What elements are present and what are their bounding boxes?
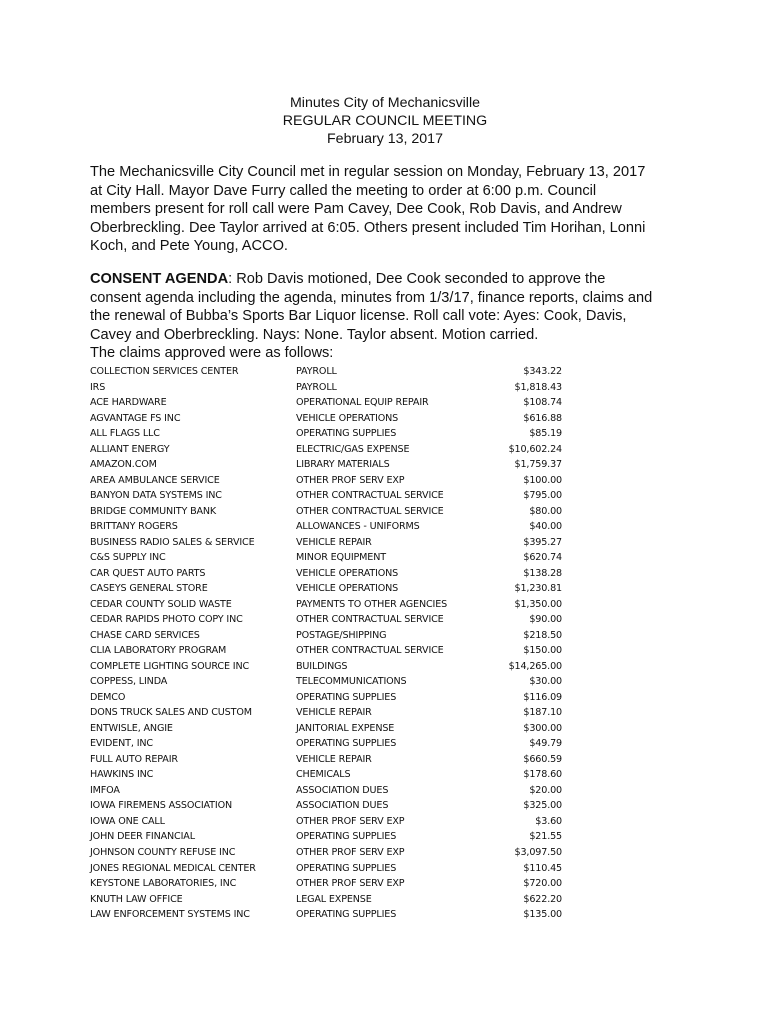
claims-intro-line: The claims approved were as follows: <box>90 345 334 362</box>
claim-row <box>90 566 562 582</box>
claim-vendor: CEDAR COUNTY SOLID WASTE <box>90 598 232 610</box>
claim-vendor: ALL FLAGS LLC <box>90 428 160 440</box>
claim-amount: $40.00 <box>529 521 562 533</box>
claim-vendor: CHASE CARD SERVICES <box>90 629 200 641</box>
claim-vendor: AMAZON.COM <box>90 459 157 471</box>
claim-amount: $49.79 <box>529 738 562 750</box>
consent-first-line <box>90 270 690 289</box>
claim-category: PAYROLL <box>296 381 337 393</box>
claim-vendor: COMPLETE LIGHTING SOURCE INC <box>90 660 250 672</box>
claim-category: VEHICLE OPERATIONS <box>296 583 399 595</box>
claim-row <box>90 426 562 442</box>
intro-line: Koch, and Pete Young, ACCO. <box>90 238 288 255</box>
claim-category: OTHER PROF SERV EXP <box>296 878 405 890</box>
claim-amount: $21.55 <box>529 831 562 843</box>
header-meeting-type: REGULAR COUNCIL MEETING <box>282 113 488 129</box>
claim-amount: $138.28 <box>523 567 562 579</box>
claim-vendor: KNUTH LAW OFFICE <box>90 893 183 905</box>
claim-category: OPERATIONAL EQUIP REPAIR <box>296 397 429 409</box>
claim-vendor: DEMCO <box>90 691 126 703</box>
claim-amount: $620.74 <box>523 552 562 564</box>
claim-category: TELECOMMUNICATIONS <box>296 676 407 688</box>
claim-row <box>90 612 562 628</box>
claim-category: OPERATING SUPPLIES <box>296 909 397 921</box>
claim-vendor: KEYSTONE LABORATORIES, INC <box>90 878 237 890</box>
claim-amount: $30.00 <box>529 676 562 688</box>
claim-amount: $343.22 <box>523 366 562 377</box>
intro-line: members present for roll call were Pam Cavey, Dee Cook, Rob Davis, and Andrew <box>90 201 622 218</box>
claim-amount: $10,602.24 <box>508 443 562 455</box>
claim-vendor: ENTWISLE, ANGIE <box>90 722 173 734</box>
claim-row <box>90 442 562 458</box>
claim-vendor: IRS <box>90 381 106 393</box>
claim-category: OPERATING SUPPLIES <box>296 862 397 874</box>
claim-vendor: BRITTANY ROGERS <box>90 521 178 533</box>
claim-category: JANITORIAL EXPENSE <box>296 722 395 734</box>
claim-row <box>90 783 562 799</box>
claim-row <box>90 504 562 520</box>
consent-first-line-text: : Rob Davis motioned, Dee Cook seconded to approve the <box>228 271 606 287</box>
claim-amount: $20.00 <box>529 784 562 796</box>
claim-amount: $616.88 <box>523 412 562 424</box>
claim-amount: $3,097.50 <box>514 846 562 858</box>
claim-row <box>90 814 562 830</box>
claim-amount: $300.00 <box>523 722 562 734</box>
claim-vendor: LAW ENFORCEMENT SYSTEMS INC <box>90 909 250 921</box>
claim-category: CHEMICALS <box>296 769 351 781</box>
claim-amount: $100.00 <box>523 474 562 486</box>
claim-category: OTHER CONTRACTUAL SERVICE <box>296 645 444 657</box>
claim-amount: $395.27 <box>523 536 562 548</box>
claim-vendor: BRIDGE COMMUNITY BANK <box>90 505 217 517</box>
claim-category: OPERATING SUPPLIES <box>296 428 397 440</box>
claim-vendor: BUSINESS RADIO SALES & SERVICE <box>90 536 255 548</box>
claim-vendor: ALLIANT ENERGY <box>90 443 170 455</box>
claim-category: OPERATING SUPPLIES <box>296 831 397 843</box>
claim-amount: $110.45 <box>523 862 562 874</box>
claim-row <box>90 519 562 535</box>
claim-row <box>90 628 562 644</box>
consent-agenda-heading: CONSENT AGENDA <box>90 271 229 287</box>
claim-amount: $14,265.00 <box>508 660 562 672</box>
claim-category: ALLOWANCES - UNIFORMS <box>296 521 420 533</box>
claim-row <box>90 907 562 923</box>
claim-category: VEHICLE OPERATIONS <box>296 412 399 424</box>
claim-row <box>90 767 562 783</box>
claim-category: OTHER CONTRACTUAL SERVICE <box>296 505 444 517</box>
claim-row <box>90 752 562 768</box>
claim-vendor: BANYON DATA SYSTEMS INC <box>90 490 222 502</box>
claim-vendor: EVIDENT, INC <box>90 738 153 750</box>
claim-category: BUILDINGS <box>296 660 348 672</box>
intro-line: Oberbreckling. Dee Taylor arrived at 6:05. Others present included Tim Horihan, Lonni <box>90 219 646 236</box>
consent-line: Cavey and Oberbreckling. Nays: None. Taylor absent. Motion carried. <box>90 326 539 343</box>
claim-row <box>90 721 562 737</box>
claim-vendor: AREA AMBULANCE SERVICE <box>90 474 220 486</box>
claim-amount: $622.20 <box>523 893 562 905</box>
claim-row <box>90 411 562 427</box>
claim-vendor: JONES REGIONAL MEDICAL CENTER <box>90 862 256 874</box>
claim-vendor: AGVANTAGE FS INC <box>90 412 181 424</box>
document-header <box>0 94 770 148</box>
claim-category: PAYROLL <box>296 366 337 377</box>
claim-vendor: C&S SUPPLY INC <box>90 552 166 564</box>
intro-paragraph <box>90 163 690 256</box>
claim-vendor: DONS TRUCK SALES AND CUSTOM <box>90 707 252 719</box>
consent-line: consent agenda including the agenda, minutes from 1/3/17, finance reports, claims and <box>90 289 653 306</box>
claim-row <box>90 488 562 504</box>
claim-vendor: CEDAR RAPIDS PHOTO COPY INC <box>90 614 243 626</box>
claim-row <box>90 581 562 597</box>
claim-vendor: COPPESS, LINDA <box>90 676 168 688</box>
claim-amount: $1,230.81 <box>514 583 562 595</box>
consent-line: the renewal of Bubba’s Sports Bar Liquor license. Roll call vote: Ayes: Cook, Davis, <box>90 308 627 325</box>
claim-vendor: COLLECTION SERVICES CENTER <box>90 366 239 377</box>
claim-amount: $116.09 <box>523 691 562 703</box>
claims-list <box>90 364 562 923</box>
claim-row <box>90 550 562 566</box>
claim-row <box>90 597 562 613</box>
header-date: February 13, 2017 <box>327 131 443 147</box>
intro-line: at City Hall. Mayor Dave Furry called the meeting to order at 6:00 p.m. Council <box>90 182 597 199</box>
claim-row <box>90 364 562 380</box>
claim-row <box>90 535 562 551</box>
claim-category: PAYMENTS TO OTHER AGENCIES <box>296 598 448 610</box>
claim-amount: $108.74 <box>523 397 562 409</box>
claim-amount: $720.00 <box>523 878 562 890</box>
claim-vendor: ACE HARDWARE <box>90 397 167 409</box>
claim-vendor: HAWKINS INC <box>90 769 154 781</box>
intro-line: The Mechanicsville City Council met in regular session on Monday, February 13, 2017 <box>90 164 646 180</box>
header-title: Minutes City of Mechanicsville <box>289 95 481 111</box>
claim-category: OTHER CONTRACTUAL SERVICE <box>296 614 444 626</box>
claim-amount: $3.60 <box>535 815 562 827</box>
claim-amount: $795.00 <box>523 490 562 502</box>
claim-category: OTHER PROF SERV EXP <box>296 474 405 486</box>
claim-row <box>90 395 562 411</box>
claim-amount: $85.19 <box>529 428 562 440</box>
claim-row <box>90 643 562 659</box>
claim-row <box>90 892 562 908</box>
claim-category: MINOR EQUIPMENT <box>296 552 386 564</box>
claim-amount: $135.00 <box>523 909 562 921</box>
claim-category: OPERATING SUPPLIES <box>296 738 397 750</box>
claim-category: OTHER PROF SERV EXP <box>296 846 405 858</box>
claim-row <box>90 380 562 396</box>
claim-row <box>90 861 562 877</box>
claim-category: LIBRARY MATERIALS <box>296 459 390 471</box>
claim-vendor: CASEYS GENERAL STORE <box>90 583 208 595</box>
claim-amount: $80.00 <box>529 505 562 517</box>
claim-amount: $218.50 <box>523 629 562 641</box>
claim-category: VEHICLE OPERATIONS <box>296 567 399 579</box>
claim-row <box>90 736 562 752</box>
claim-amount: $150.00 <box>523 645 562 657</box>
claim-row <box>90 473 562 489</box>
consent-agenda-paragraph <box>90 270 690 363</box>
claim-amount: $178.60 <box>523 769 562 781</box>
claim-category: LEGAL EXPENSE <box>296 893 372 905</box>
claim-vendor: CAR QUEST AUTO PARTS <box>90 567 206 579</box>
claim-category: OPERATING SUPPLIES <box>296 691 397 703</box>
claim-row <box>90 845 562 861</box>
claim-category: VEHICLE REPAIR <box>296 707 372 719</box>
claim-vendor: FULL AUTO REPAIR <box>90 753 178 765</box>
claim-category: OTHER CONTRACTUAL SERVICE <box>296 490 444 502</box>
claim-vendor: JOHN DEER FINANCIAL <box>90 831 195 843</box>
claim-category: ASSOCIATION DUES <box>296 800 389 812</box>
claim-amount: $1,759.37 <box>514 459 562 471</box>
claim-row <box>90 705 562 721</box>
claim-amount: $325.00 <box>523 800 562 812</box>
claim-vendor: IOWA ONE CALL <box>90 815 165 827</box>
claim-amount: $187.10 <box>523 707 562 719</box>
claim-row <box>90 876 562 892</box>
claim-category: OTHER PROF SERV EXP <box>296 815 405 827</box>
claim-row <box>90 829 562 845</box>
claim-row <box>90 457 562 473</box>
claim-vendor: IOWA FIREMENS ASSOCIATION <box>90 800 232 812</box>
claim-amount: $1,818.43 <box>514 381 562 393</box>
claim-category: ASSOCIATION DUES <box>296 784 389 796</box>
claim-row <box>90 659 562 675</box>
claim-amount: $660.59 <box>523 753 562 765</box>
claim-row <box>90 674 562 690</box>
claim-category: ELECTRIC/GAS EXPENSE <box>296 443 410 455</box>
claim-category: VEHICLE REPAIR <box>296 753 372 765</box>
claim-category: POSTAGE/SHIPPING <box>296 629 387 641</box>
claim-category: VEHICLE REPAIR <box>296 536 372 548</box>
claim-vendor: IMFOA <box>90 784 120 796</box>
claim-vendor: JOHNSON COUNTY REFUSE INC <box>90 846 236 858</box>
claim-row <box>90 690 562 706</box>
claim-vendor: CLIA LABORATORY PROGRAM <box>90 645 227 657</box>
claim-amount: $90.00 <box>529 614 562 626</box>
claim-row <box>90 798 562 814</box>
claim-amount: $1,350.00 <box>514 598 562 610</box>
